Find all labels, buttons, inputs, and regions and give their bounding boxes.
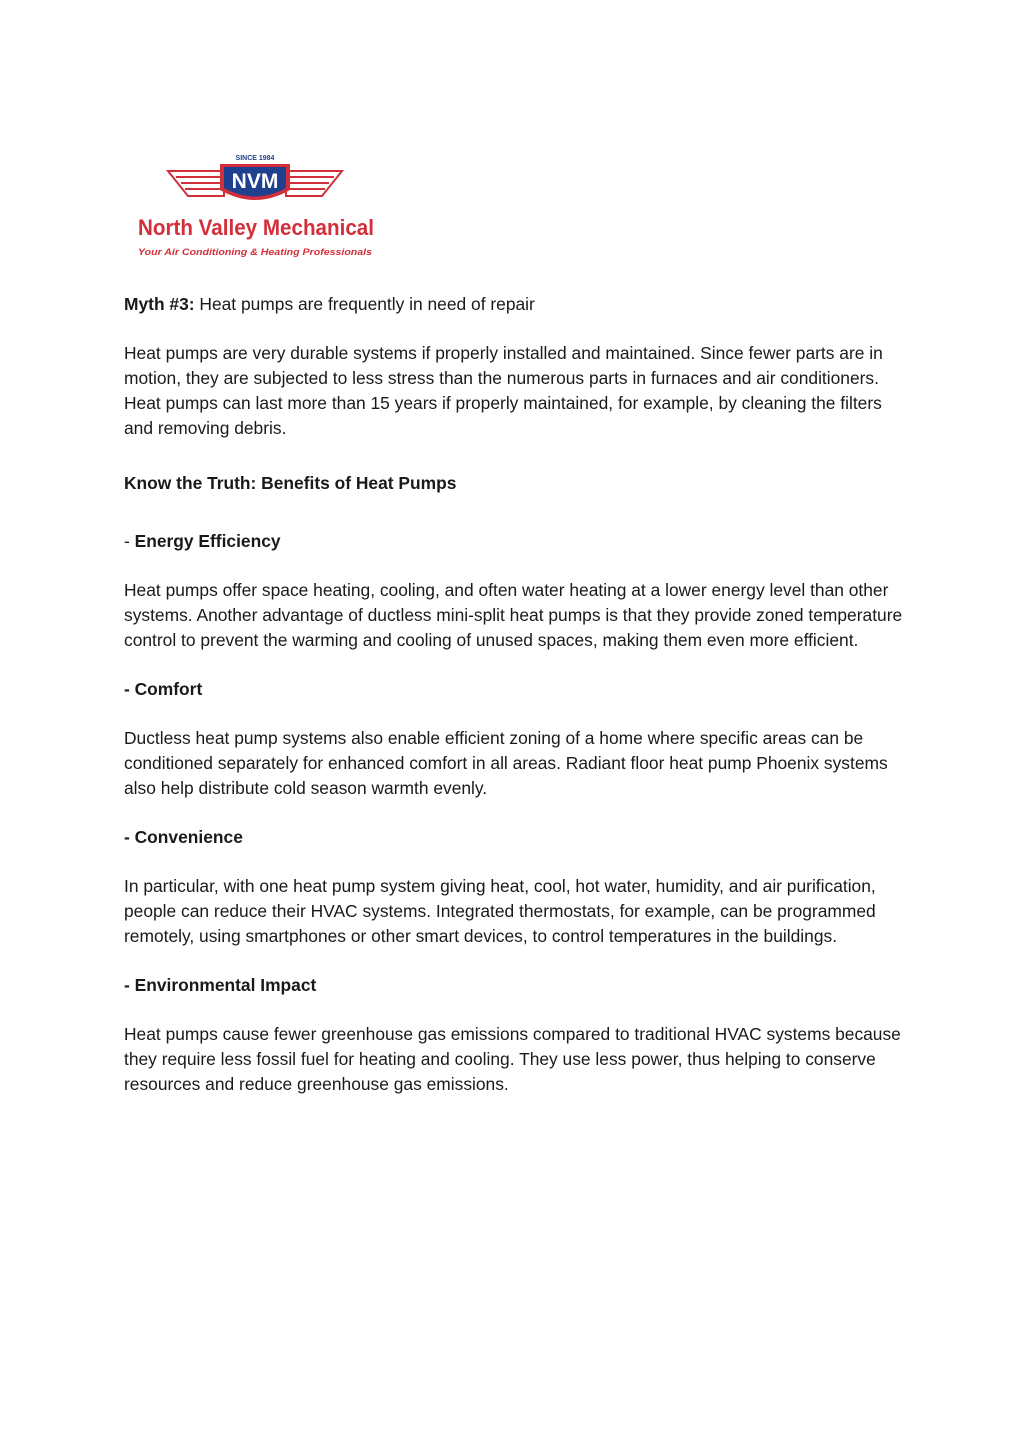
company-logo	[132, 138, 390, 268]
environment-heading: - Environmental Impact	[124, 975, 317, 995]
logo-company-name: North Valley Mechanical	[138, 215, 374, 240]
energy-title: Energy Efficiency	[134, 531, 281, 551]
logo-since-text: SINCE 1984	[235, 155, 275, 162]
logo-initials: NVM	[231, 170, 279, 193]
energy-dash: -	[124, 531, 135, 551]
convenience-heading: - Convenience	[124, 827, 243, 847]
comfort-paragraph: Ductless heat pump systems also enable efficient zoning of a home where specific areas can be conditioned separately for enhanced comfort in all areas. Radiant floor heat pump Phoenix systems also help distribute cold season warmth evenly.	[124, 728, 888, 798]
nvm-logo-graphic	[132, 138, 390, 268]
convenience-paragraph: In particular, with one heat pump system giving heat, cool, hot water, humidity, and air purification, people can reduce their HVAC systems. Integrated thermostats, for example, can be programmed remotely, using smartphones or other smart devices, to control temperatures in the buildings.	[124, 876, 876, 946]
comfort-heading: - Comfort	[124, 679, 203, 699]
intro-paragraph: Heat pumps are very durable systems if properly installed and maintained. Since fewer parts are in motion, they are subjected to less stress than the numerous parts in furnaces and air conditioners. Heat pumps can last more than 15 years if properly maintained, for example, by cleaning the filters and removing debris.	[124, 343, 883, 438]
energy-heading	[124, 529, 914, 554]
myth-text: Heat pumps are frequently in need of repair	[194, 294, 535, 314]
energy-paragraph: Heat pumps offer space heating, cooling, and often water heating at a lower energy level than other systems. Another advantage of ductless mini-split heat pumps is that they provide zoned temperature control to prevent the warming and cooling of unused spaces, making them even more efficient.	[124, 580, 903, 650]
environment-paragraph: Heat pumps cause fewer greenhouse gas emissions compared to traditional HVAC systems because they require less fossil fuel for heating and cooling. They use less power, thus helping to conserve resources and reduce greenhouse gas emissions.	[124, 1024, 901, 1094]
logo-tagline: Your Air Conditioning & Heating Professionals	[138, 247, 372, 257]
myth-label: Myth #3:	[124, 294, 195, 314]
truth-heading: Know the Truth: Benefits of Heat Pumps	[124, 473, 457, 493]
myth-statement	[124, 292, 914, 317]
article-body	[124, 292, 914, 1097]
